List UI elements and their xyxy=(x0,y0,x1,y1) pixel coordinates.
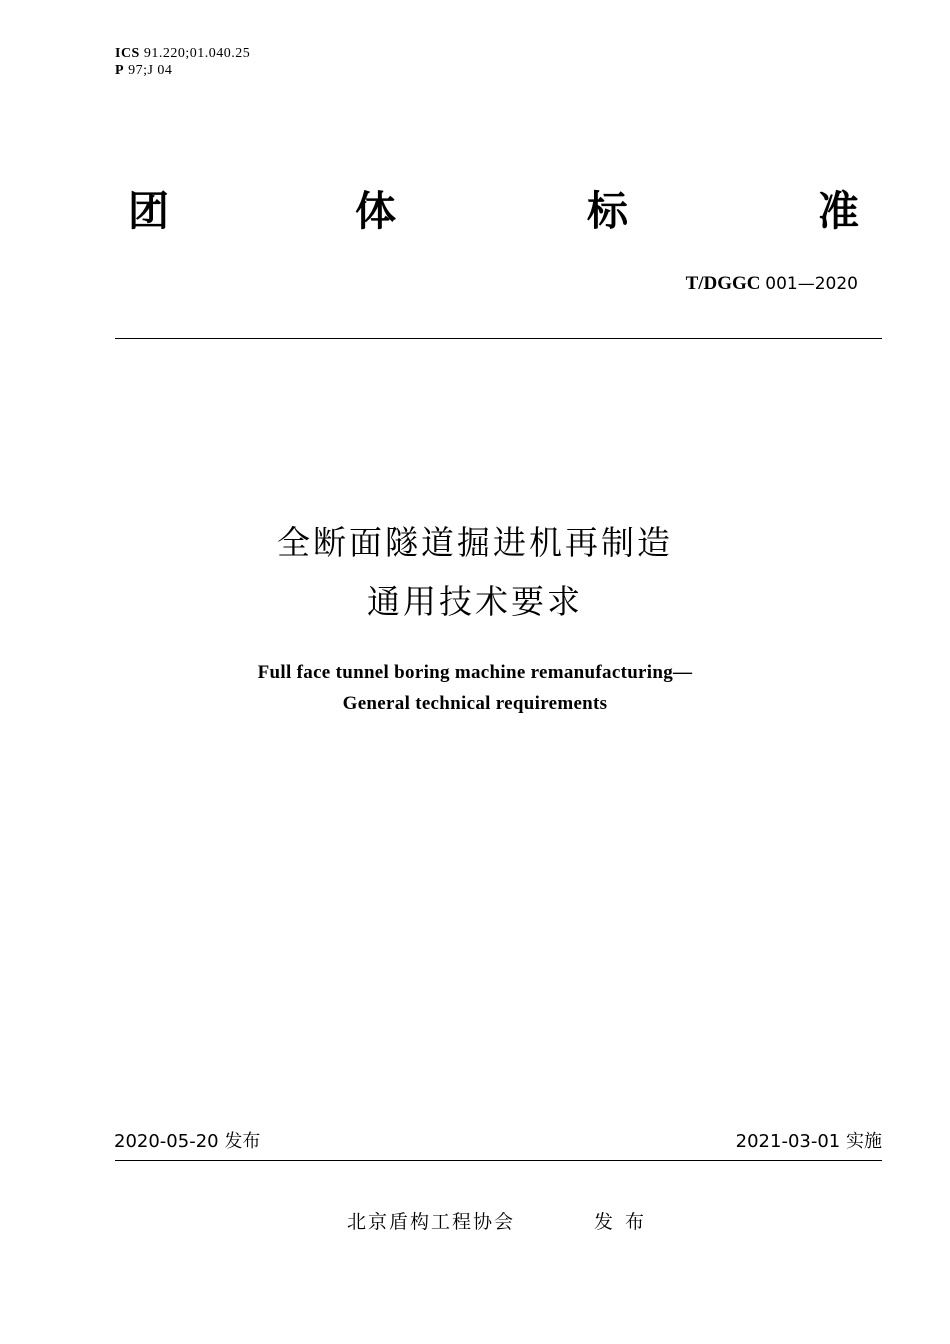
ccs-classification xyxy=(115,63,172,79)
ics-codes: 91.220;01.040.25 xyxy=(143,46,251,61)
top-divider xyxy=(115,338,882,339)
implementation-date: 2021-03-01 实施 xyxy=(735,1131,882,1152)
standard-prefix: T/DGGC xyxy=(685,273,761,294)
bottom-divider xyxy=(115,1160,882,1161)
group-standard-char: 团 xyxy=(128,187,169,235)
ics-classification xyxy=(115,46,250,62)
publish-label: 发布 xyxy=(594,1211,657,1233)
title-cn-line2: 通用技术要求 xyxy=(367,582,583,621)
title-cn-line1: 全断面隧道掘进机再制造 xyxy=(277,523,673,562)
issue-date: 2020-05-20 发布 xyxy=(114,1131,261,1152)
group-standard-char: 标 xyxy=(587,187,628,235)
group-standard-char: 准 xyxy=(818,187,859,235)
ccs-codes: 97;J 04 xyxy=(128,63,173,78)
standard-number xyxy=(686,272,858,296)
publisher-name: 北京盾构工程协会 xyxy=(347,1211,516,1233)
ics-label: ICS xyxy=(115,46,140,61)
ccs-label: P xyxy=(115,63,125,78)
title-en-line2: General technical requirements xyxy=(342,693,608,714)
title-en-line1: Full face tunnel boring machine remanufacturing— xyxy=(257,662,693,683)
standard-number-value: 001—2020 xyxy=(765,274,858,294)
group-standard-char: 体 xyxy=(355,187,396,235)
group-standard-heading xyxy=(0,183,950,239)
